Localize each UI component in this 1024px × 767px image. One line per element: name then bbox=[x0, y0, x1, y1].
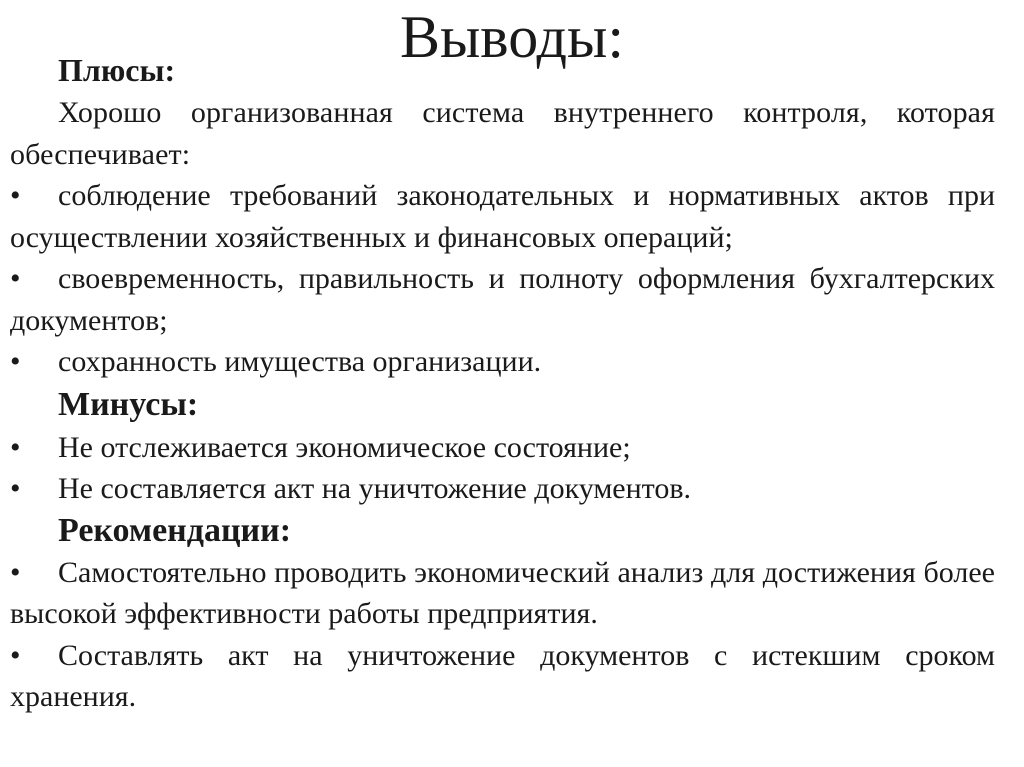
pros-bullet-item bbox=[10, 341, 995, 383]
bullet-icon: • bbox=[10, 345, 21, 378]
recommendations-bullet-item bbox=[10, 635, 995, 718]
pros-bullet-text: соблюдение требований законодательных и нормативных актов при осуществлении хозяйственных и финансовых операций; bbox=[10, 179, 995, 254]
bullet-icon: • bbox=[10, 262, 21, 295]
pros-bullet-text: сохранность имущества организации. bbox=[58, 345, 542, 378]
bullet-icon: • bbox=[10, 430, 21, 464]
pros-bullet-item bbox=[10, 258, 995, 341]
slide-title: Выводы: bbox=[399, 4, 625, 70]
bullet-icon: • bbox=[10, 555, 21, 589]
cons-bullet-item bbox=[10, 427, 995, 469]
bullet-icon: • bbox=[10, 472, 21, 505]
recommendations-bullet-text: Составлять акт на уничтожение документов с истекшим сроком хранения. bbox=[10, 638, 995, 713]
slide-content bbox=[10, 48, 995, 718]
bullet-icon: • bbox=[10, 638, 21, 672]
pros-bullet-text: своевременность, правильность и полноту оформления бухгалтерских документов; bbox=[10, 262, 995, 337]
recommendations-bullet-item bbox=[10, 552, 995, 635]
recommendations-heading: Рекомендации: bbox=[58, 511, 292, 549]
pros-intro: Хорошо организованная система внутреннего контроля, которая обеспечивает: bbox=[10, 96, 995, 171]
cons-bullet-text: Не составляется акт на уничтожение документов. bbox=[58, 472, 692, 505]
cons-bullet-text: Не отслеживается экономическое состояние; bbox=[58, 430, 631, 464]
pros-heading: Плюсы: bbox=[58, 52, 176, 88]
bullet-icon: • bbox=[10, 179, 21, 212]
pros-bullet-item bbox=[10, 175, 995, 258]
cons-bullet-item bbox=[10, 468, 995, 510]
cons-heading: Минусы: bbox=[58, 385, 199, 423]
recommendations-bullet-text: Самостоятельно проводить экономический анализ для достижения более высокой эффективности работы предприятия. bbox=[10, 555, 995, 630]
